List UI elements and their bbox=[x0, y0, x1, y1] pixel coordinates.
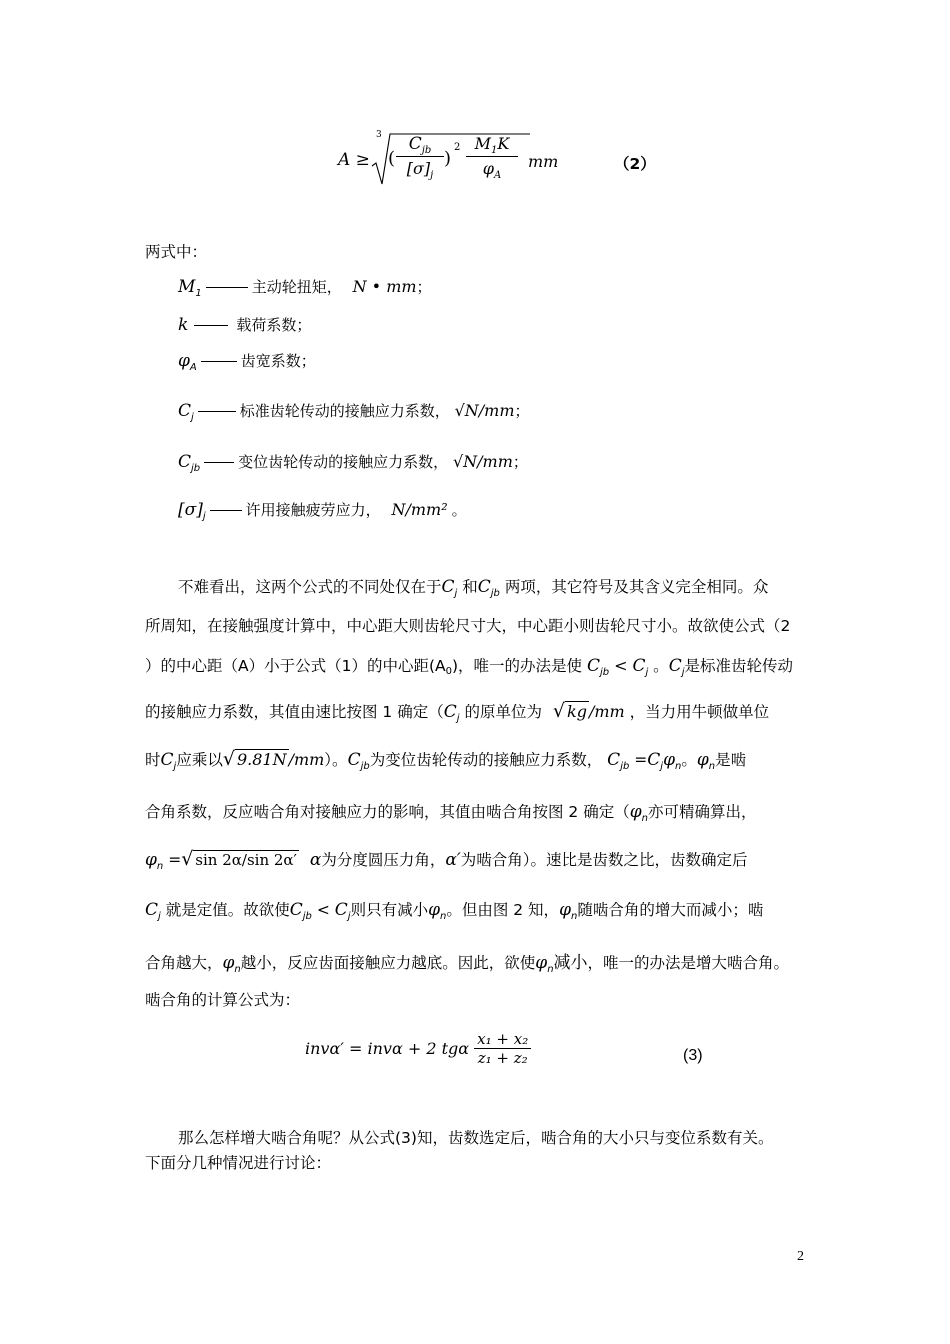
para1-line6: 合角系数，反应啮合角对接触应力的影响，其值由啮合角按图 2 确定（$\varphi_n$亦可精确算出， bbox=[145, 802, 757, 824]
def-cjb: $C_{jb}$ 变位齿轮传动的接触应力系数， √N/mm； bbox=[178, 452, 528, 474]
formula-3: invα′ = invα + 2 tgα $\frac{\text{x₁ + x₂}}{\text{z₁ + z₂}}$ bbox=[305, 1030, 531, 1067]
def-sigma: $[\sigma]_j$ 许用接触疲劳应力， N/mm² 。 bbox=[178, 500, 467, 522]
def-m1: $M_1$ 主动轮扭矩， N • mm； bbox=[178, 277, 432, 299]
formula-3-number: (3) bbox=[683, 1047, 703, 1064]
formula-lhs: A ≥ bbox=[338, 150, 370, 170]
def-k: k 载荷系数； bbox=[178, 315, 312, 335]
para1-line9: 合角越大，$\varphi_n$越小，反应齿面接触应力越底。因此，欲使$\varphi_n$减小，唯一的办法是增大啮合角。 bbox=[145, 953, 790, 975]
para1-line1: 不难看出，这两个公式的不同处仅在于$C_j$ 和$C_{jb}$ 两项，其它符号及其含义完全相同。众 bbox=[178, 577, 769, 599]
root-index: 3 bbox=[376, 130, 382, 140]
para1-line10: 啮合角的计算公式为： bbox=[145, 991, 301, 1009]
fraction-cjb-sigma: $C_{jb}$ $[\sigma]_j$ bbox=[396, 134, 444, 181]
def-cj: $C_j$ 标准齿轮传动的接触应力系数， √N/mm； bbox=[178, 401, 530, 423]
para1-line7: $\varphi_n$ =√ sin 2α/sin 2α′ α为分度圆压力角，α′为啮合角）。速比是齿数之比，齿数确定后 bbox=[145, 848, 748, 872]
intro-text: 两式中： bbox=[145, 243, 208, 261]
para1-line2: 所周知，在接触强度计算中，中心距大则齿轮尺寸大，中心距小则齿轮尺寸小。故欲使公式（2 bbox=[145, 617, 791, 635]
formula-3-fraction: $\frac{\text{x₁ + x₂}}{\text{z₁ + z₂}}$ bbox=[474, 1030, 531, 1067]
fraction-m1k-phi: $M_1K$ $\varphi_A$ bbox=[466, 134, 518, 181]
para1-line5: 时$C_j$应乘以√ 9.81N /mm）。$C_{jb}$为变位齿轮传动的接触应力系数， $C_{jb} =C_j\varphi_n$。$\varphi_n$是啮 bbox=[145, 748, 747, 772]
para1-line8: $C_j$ 就是定值。故欲使$C_{jb} < C_j$则只有减小$\varphi_n$。但由图 2 知，$\varphi_n$随啮合角的增大而减小；啮 bbox=[145, 900, 764, 922]
document-page: A ≥ 3 ( $C_{jb}$ $[\sigma]_j$ ) 2 $M_1K$ $\varphi_A$ mm （2） 两式中： $M_1$ 主动轮扭矩， N • mm； k 载荷系数； $\varphi_A$ 齿宽系数； $C_j$ 标准齿轮传动的接触应力系数， √N/mm； $C_{jb}$ 变位齿轮传动的接触应力系数， √N/mm； $[\sigma]_j$ 许用接触疲劳应力， N/mm² 。 不难看出，这两个公式的不同处仅在于$C_j$ 和$C_{jb}$ 两项，其它符号及其含义完全相同。众 所周知，在接触强度计算中，中心距大则齿轮尺寸大，中心距小则齿轮尺寸小。故欲使公式（2 ）的中心距（A）小于公式（1）的中心距(A0)，唯一的办法是使 $C_{jb} < C_j$ 。$C_j$是标准齿轮传动 的接触应力系数，其值由速比按图 1 确定（$C_j$ 的原单位为 √ kg /mm ，当力用牛顿做单位 时$C_j$应乘以√ 9.81N /mm）。$C_{jb}$为变位齿轮传动的接触应力系数， $C_{jb} =C_j\varphi_n$。$\varphi_n$是啮 合角系数，反应啮合角对接触应力的影响，其值由啮合角按图 2 确定（$\varphi_n$亦可精确算出， $\varphi_n$ =√ sin 2α/sin 2α′ α为分度圆压力角，α′为啮合角）。速比是齿数之比，齿数确定后 $C_j$ 就是定值。故欲使$C_{jb} < C_j$则只有减小$\varphi_n$。但由图 2 知，$\varphi_n$随啮合角的增大而减小；啮 合角越大，$\varphi_n$越小，反应齿面接触应力越底。因此，欲使$\varphi_n$减小，唯一的办法是增大啮合角。 啮合角的计算公式为： invα′ = invα + 2 tgα $\frac{\text{x₁ + x₂}}{\text{z₁ + z₂}}$ (3) 那么怎样增大啮合角呢？从公式(3)知，齿数选定后，啮合角的大小只与变位系数有关。 下面分几种情况进行讨论： 2 bbox=[0, 0, 950, 1344]
formula-2-number: （2） bbox=[614, 155, 656, 173]
page-number: 2 bbox=[797, 1249, 804, 1264]
formula-unit: mm bbox=[528, 152, 559, 171]
def-phi-a: $\varphi_A$ 齿宽系数； bbox=[178, 351, 316, 373]
para1-line3: ）的中心距（A）小于公式（1）的中心距(A0)，唯一的办法是使 $C_{jb} < C_j$ 。$C_j$是标准齿轮传动 bbox=[145, 656, 793, 678]
para1-line4: 的接触应力系数，其值由速比按图 1 确定（$C_j$ 的原单位为 √ kg /mm ，当力用牛顿做单位 bbox=[145, 700, 770, 724]
para2-line1: 那么怎样增大啮合角呢？从公式(3)知，齿数选定后，啮合角的大小只与变位系数有关。 bbox=[178, 1129, 774, 1147]
para2-line2: 下面分几种情况进行讨论： bbox=[145, 1154, 332, 1172]
